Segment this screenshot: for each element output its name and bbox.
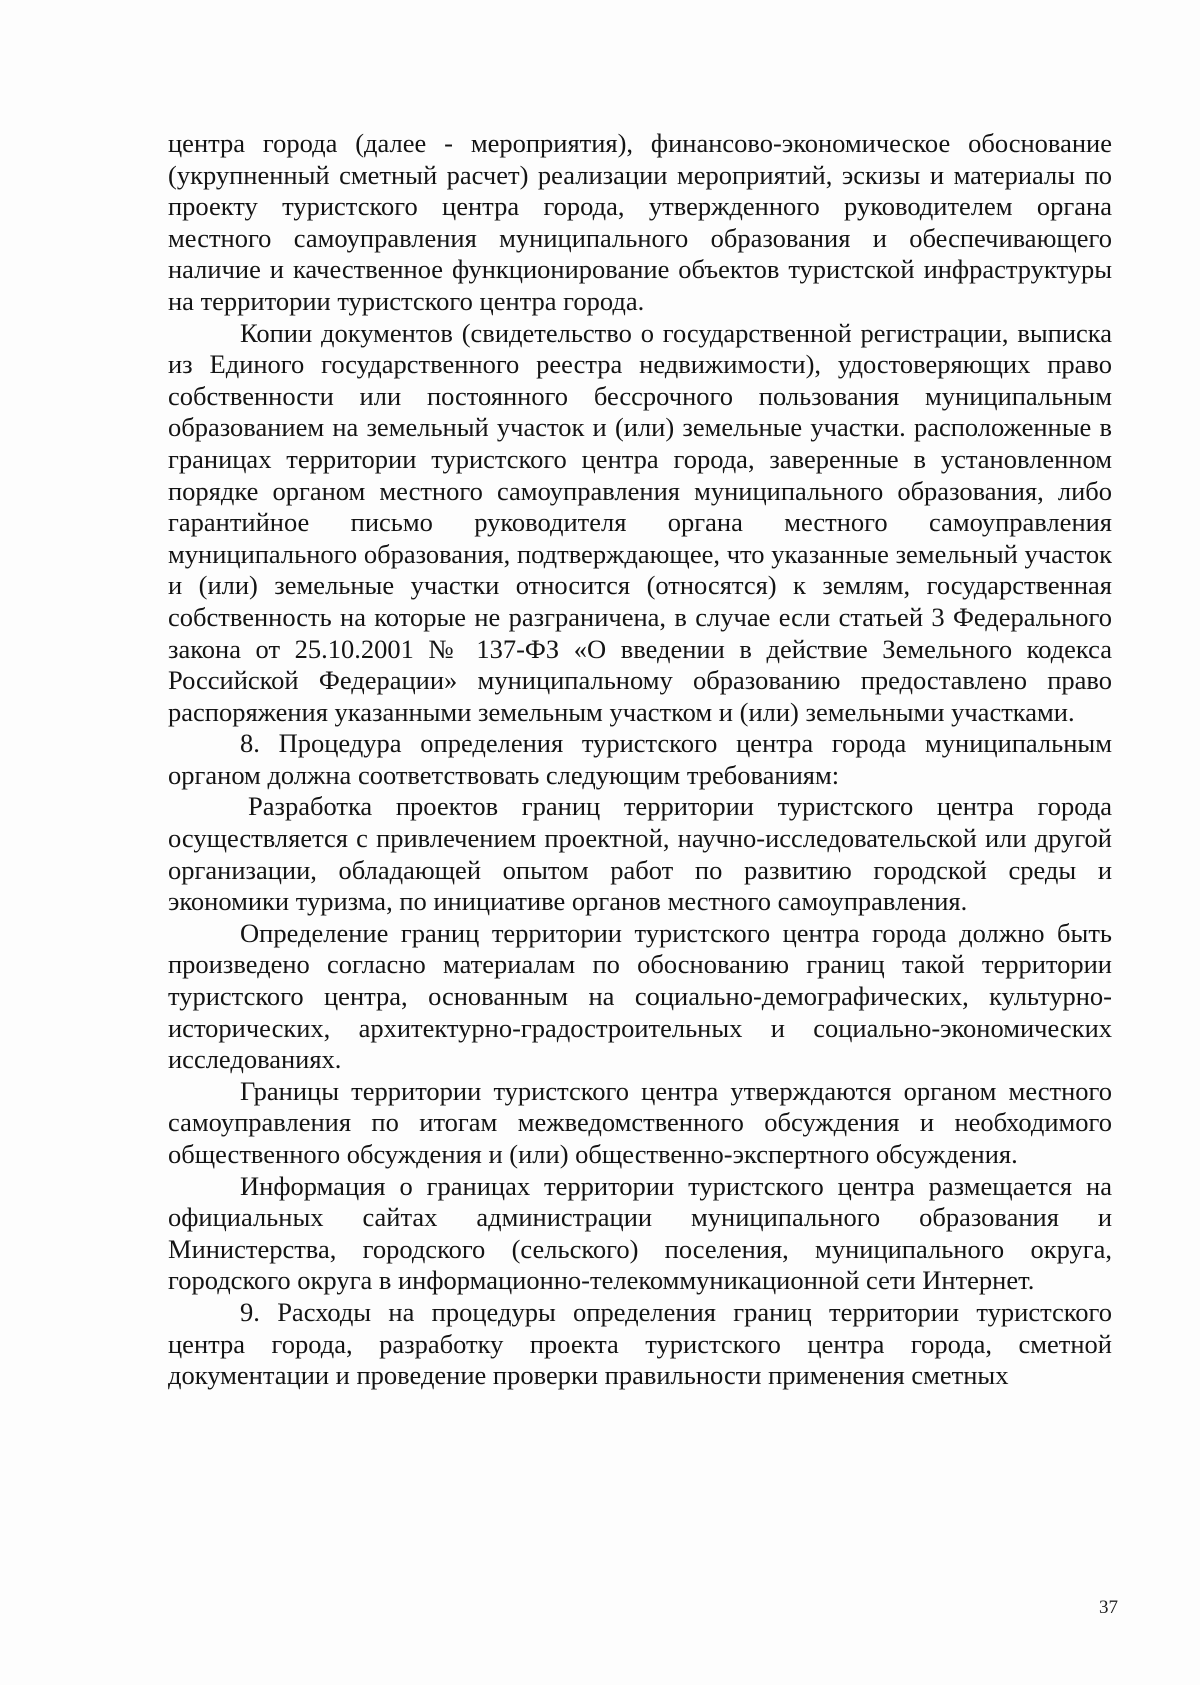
- paragraph-boundary-approval: Границы территории туристского центра утверждаются органом местного самоуправления по итогам межведомственного обсуждения и необходимого общественного обсуждения и (или) общественно-экспертного обсуждения.: [168, 1075, 1112, 1169]
- paragraph-continuation: центра города (далее - мероприятия), финансово-экономическое обоснование (укрупненный сметный расчет) реализации мероприятий, эскизы и материалы по проекту туристского центра города, утвержденного руководителем органа местного самоуправления муниципального образования и обеспечивающего наличие и качественное функционирование объектов туристской инфраструктуры на территории туристского центра города.: [168, 128, 1112, 316]
- paragraph-section-8: 8. Процедура определения туристского центра города муниципальным органом должна соответствовать следующим требованиям:: [168, 728, 1112, 790]
- paragraph-boundary-information: Информация о границах территории туристского центра размещается на официальных сайтах администрации муниципального образования и Министерства, городского (сельского) поселения, муниципального округа, городского округа в информационно-телекоммуникационной сети Интернет.: [168, 1170, 1112, 1296]
- document-body: [168, 128, 1112, 1392]
- paragraph-section-9: 9. Расходы на процедуры определения границ территории туристского центра города, разработку проекта туристского центра города, сметной документации и проведение проверки правильности применения сметных: [168, 1296, 1112, 1391]
- paragraph-boundary-projects: Разработка проектов границ территории туристского центра города осуществляется с привлечением проектной, научно-исследовательской или другой организации, обладающей опытом работ по развитию городской среды и экономики туризма, по инициативе органов местного самоуправления.: [168, 791, 1112, 917]
- paragraph-document-copies: Копии документов (свидетельство о государственной регистрации, выписка из Единого государственного реестра недвижимости), удостоверяющих право собственности или постоянного бессрочного пользования муниципальным образованием на земельный участок и (или) земельные участки. расположенные в границах территории туристского центра города, заверенные в установленном порядке органом местного самоуправления муниципального образования, либо гарантийное письмо руководителя органа местного самоуправления муниципального образования, подтверждающее, что указанные земельный участок и (или) земельные участки относится (относятся) к землям, государственная собственность на которые не разграничена, в случае если статьей 3 Федерального закона от 25.10.2001 № 137-ФЗ «О введении в действие Земельного кодекса Российской Федерации» муниципальному образованию предоставлено право распоряжения указанными земельным участком и (или) земельными участками.: [168, 317, 1112, 727]
- paragraph-boundary-definition: Определение границ территории туристского центра города должно быть произведено согласно материалам по обоснованию границ такой территории туристского центра, основанным на социально-демографических, культурно-исторических, архитектурно-градостроительных и социально-экономических исследованиях.: [168, 917, 1112, 1075]
- page-number: 37: [1099, 1597, 1118, 1618]
